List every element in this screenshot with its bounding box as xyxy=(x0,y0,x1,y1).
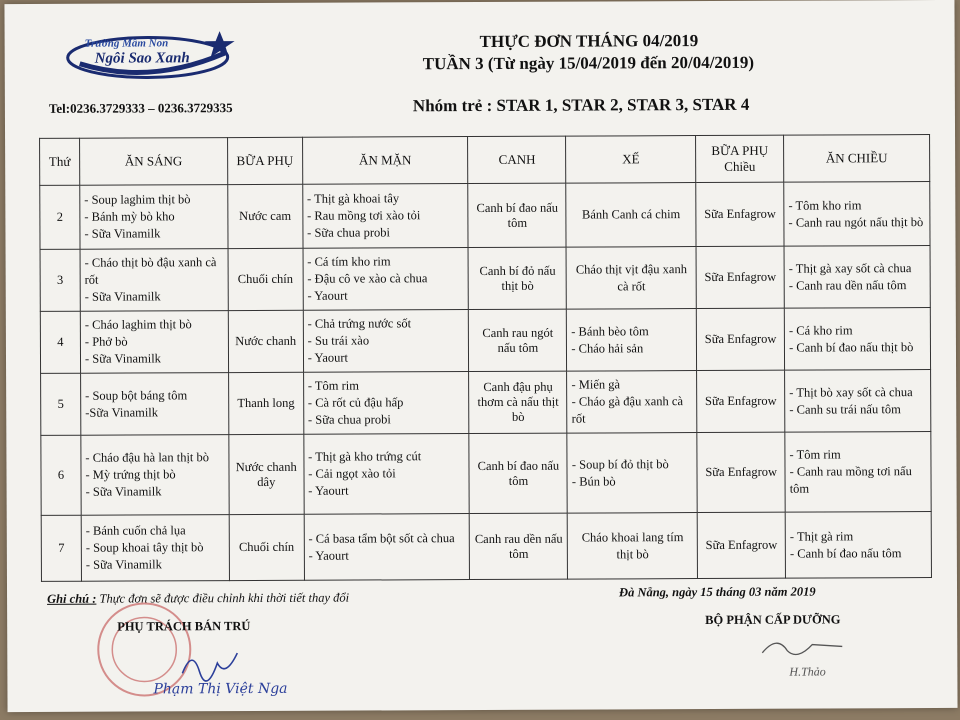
menu-item: - Soup bí đỏ thịt bò xyxy=(571,456,669,472)
menu-item: Cháo khoai lang tím thịt bò xyxy=(581,529,684,561)
menu-item: - Canh rau dền nấu tôm xyxy=(788,277,907,293)
day-cell: 6 xyxy=(41,435,81,515)
snack-cell: Chuối chín xyxy=(229,514,304,580)
afternoon-snack-cell: Sữa Enfagrow xyxy=(697,512,785,578)
afternoon-light-cell xyxy=(567,433,697,514)
afternoon-snack-cell: Sữa Enfagrow xyxy=(696,182,784,246)
afternoon-snack-cell: Sữa Enfagrow xyxy=(696,246,784,308)
afternoon-light-cell xyxy=(566,183,696,248)
note-text: Thực đơn sẽ được điều chỉnh khi thời tiết thay đổi xyxy=(96,590,350,606)
afternoon-light-cell xyxy=(566,247,696,310)
menu-item: - Thịt gà khoai tây xyxy=(306,191,400,206)
menu-item: - Thịt gà kho trứng cút xyxy=(308,449,422,464)
snack-cell: Nước chanh xyxy=(228,310,303,372)
right-signature xyxy=(757,632,847,662)
breakfast-cell xyxy=(80,185,228,250)
logo-school-type: Trường Mầm Non xyxy=(84,37,169,50)
menu-item: - Canh rau ngót nấu thịt bò xyxy=(788,214,924,230)
dinner-cell xyxy=(785,370,931,433)
menu-item: - Chả trứng nước sốt xyxy=(307,316,412,331)
main-dish-cell xyxy=(303,310,469,373)
main-dish-cell xyxy=(303,248,469,311)
note-label: Ghi chú : xyxy=(47,591,97,606)
menu-sheet xyxy=(4,0,957,712)
issue-date: Đà Nẵng, ngày 15 tháng 03 năm 2019 xyxy=(619,584,816,600)
day-cell: 4 xyxy=(40,311,80,373)
menu-item: - Cà rốt củ đậu hấp xyxy=(307,395,404,410)
menu-item: - Rau mồng tơi xào tỏi xyxy=(307,208,421,223)
col-snack: BỮA PHỤ xyxy=(227,137,302,184)
menu-item: -Sữa Vinamilk xyxy=(85,404,159,420)
breakfast-cell xyxy=(81,373,229,436)
menu-item: - Thịt gà xay sốt cà chua xyxy=(788,260,912,276)
menu-item: - Cá tím kho rim xyxy=(307,254,391,269)
col-afternoon-light: XẾ xyxy=(566,136,696,184)
dinner-cell xyxy=(784,308,930,371)
menu-item: - Bún bò xyxy=(571,473,616,489)
main-dish-cell xyxy=(303,372,469,435)
menu-item: - Sữa Vinamilk xyxy=(84,351,161,366)
main-dish-cell xyxy=(302,184,468,249)
col-breakfast: ĂN SÁNG xyxy=(80,138,228,186)
day-cell: 5 xyxy=(41,373,81,435)
menu-item: - Cá basa tẩm bột sốt cà chua xyxy=(308,530,455,546)
day-cell: 3 xyxy=(40,249,80,311)
afternoon-light-cell xyxy=(567,309,697,372)
menu-item: - Cháo thịt bò đậu xanh cà rốt xyxy=(84,255,217,287)
snack-cell: Nước chanh dây xyxy=(229,434,304,514)
menu-item: - Canh su trái nấu tôm xyxy=(789,401,901,417)
child-group: Nhóm trẻ : STAR 1, STAR 2, STAR 3, STAR 4 xyxy=(412,94,750,116)
snack-cell: Thanh long xyxy=(228,372,303,434)
week-subtitle: TUẦN 3 (Từ ngày 15/04/2019 đến 20/04/2019) xyxy=(422,52,755,74)
menu-item: - Sữa Vinamilk xyxy=(84,289,161,304)
menu-item: - Đậu cô ve xào cà chua xyxy=(307,271,428,286)
table-header-row xyxy=(40,135,930,186)
menu-item: - Bánh bèo tôm xyxy=(571,323,649,339)
menu-item: - Tôm rim xyxy=(789,447,841,462)
menu-item: - Cá kho rim xyxy=(788,322,853,338)
logo-school-name: Ngôi Sao Xanh xyxy=(94,50,190,67)
soup-cell: Canh rau dền nấu tôm xyxy=(470,513,568,579)
soup-cell: Canh bí đỏ nấu thịt bò xyxy=(468,247,566,309)
menu-item: - Thịt bò xay sốt cà chua xyxy=(789,384,913,400)
menu-item: - Mỳ trứng thịt bò xyxy=(85,467,176,482)
menu-item: Bánh Canh cá chim xyxy=(581,207,681,222)
menu-item: - Soup khoai tây thịt bò xyxy=(85,540,204,555)
snack-cell: Chuối chín xyxy=(228,248,303,310)
menu-item: - Yaourt xyxy=(308,483,349,498)
afternoon-light-cell xyxy=(567,371,697,434)
menu-item: - Canh bí đao nấu tôm xyxy=(789,545,902,561)
table-row xyxy=(40,308,930,374)
table-row xyxy=(40,182,930,250)
col-afternoon-snack: BỮA PHỤ Chiều xyxy=(696,135,784,182)
menu-item: - Cháo laghim thịt bò xyxy=(84,317,192,332)
dinner-cell xyxy=(785,512,931,579)
snack-cell: Nước cam xyxy=(228,184,303,248)
menu-item: - Cháo gà đậu xanh cà rốt xyxy=(571,394,684,426)
soup-cell: Canh rau ngót nấu tôm xyxy=(469,309,567,371)
menu-item: - Cải ngọt xào tỏi xyxy=(308,466,396,481)
left-signer-title: PHỤ TRÁCH BÁN TRÚ xyxy=(117,619,251,634)
menu-item: - Yaourt xyxy=(307,350,349,365)
main-dish-cell xyxy=(304,514,470,581)
menu-item: - Cháo hải sản xyxy=(571,340,644,356)
menu-item: - Bánh cuốn chả lụa xyxy=(85,523,186,538)
dinner-cell xyxy=(784,246,930,309)
table-row xyxy=(41,370,931,436)
soup-cell: Canh bí đao nấu tôm xyxy=(469,433,567,513)
afternoon-snack-cell: Sữa Enfagrow xyxy=(696,308,784,370)
phone-number: Tel:0236.3729333 – 0236.3729335 xyxy=(48,100,233,116)
afternoon-snack-cell: Sữa Enfagrow xyxy=(697,432,785,512)
col-soup: CANH xyxy=(468,136,566,183)
menu-item: - Yaourt xyxy=(308,548,349,563)
menu-item: Cháo thịt vịt đậu xanh cà rốt xyxy=(575,261,687,293)
col-day: Thứ xyxy=(40,138,80,185)
table-row xyxy=(41,432,931,516)
menu-item: - Bánh mỳ bò kho xyxy=(84,209,175,224)
page-title: THỰC ĐƠN THÁNG 04/2019 xyxy=(479,31,699,52)
menu-item: - Canh bí đao nấu thịt bò xyxy=(789,339,914,355)
menu-item: - Miến gà xyxy=(571,377,621,392)
menu-item: - Sữa Vinamilk xyxy=(85,557,162,572)
menu-item: - Phở bò xyxy=(84,334,128,349)
right-signer-title: BỘ PHẬN CẤP DƯỠNG xyxy=(705,612,841,628)
afternoon-light-cell xyxy=(568,513,698,580)
menu-item: - Yaourt xyxy=(307,288,348,303)
main-dish-cell xyxy=(304,434,470,515)
table-row xyxy=(41,512,931,582)
breakfast-cell xyxy=(81,515,229,582)
breakfast-cell xyxy=(80,311,228,374)
col-main: ĂN MẶN xyxy=(302,137,468,185)
soup-cell: Canh bí đao nấu tôm xyxy=(468,183,566,247)
menu-item: - Tôm kho rim xyxy=(788,197,862,213)
dinner-cell xyxy=(785,432,931,513)
menu-item: - Tôm rim xyxy=(307,378,360,393)
left-signature xyxy=(177,643,247,683)
day-cell: 7 xyxy=(41,515,81,581)
soup-cell: Canh đậu phụ thơm cà nấu thịt bò xyxy=(469,371,567,433)
afternoon-snack-cell: Sữa Enfagrow xyxy=(697,370,785,432)
menu-item: - Cháo đậu hà lan thịt bò xyxy=(85,450,210,465)
left-signer-name: Phạm Thị Việt Nga xyxy=(153,680,288,698)
menu-item: - Sữa Vinamilk xyxy=(84,226,161,241)
table-row xyxy=(40,246,930,312)
menu-item: - Soup bột báng tôm xyxy=(85,387,188,403)
weekly-menu-table xyxy=(39,134,932,582)
breakfast-cell xyxy=(80,249,228,312)
menu-item: - Sữa chua probi xyxy=(307,225,390,240)
day-cell: 2 xyxy=(40,185,80,249)
menu-item: - Canh rau mồng tơi nấu tôm xyxy=(789,464,912,496)
breakfast-cell xyxy=(81,435,229,516)
menu-item: - Sữa chua probi xyxy=(307,412,391,427)
right-signer-name: H.Thảo xyxy=(789,664,826,679)
menu-item: - Su trái xào xyxy=(307,333,370,348)
col-dinner: ĂN CHIỀU xyxy=(784,135,930,183)
dinner-cell xyxy=(784,182,930,247)
menu-item: - Soup laghim thịt bò xyxy=(84,192,191,207)
menu-item: - Thịt gà rim xyxy=(789,528,854,544)
menu-item: - Sữa Vinamilk xyxy=(85,484,162,499)
